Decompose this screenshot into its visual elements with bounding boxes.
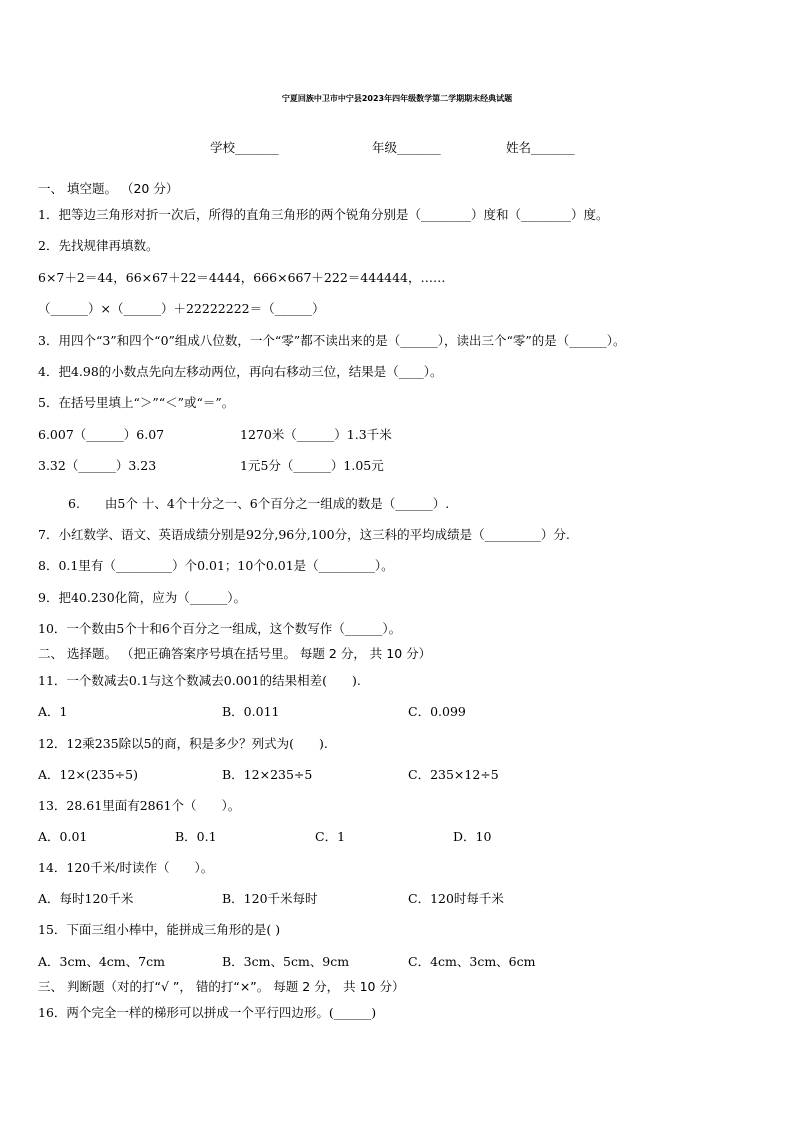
question-8: 8．0.1里有（_________）个0.01；10个0.01是（_________）。 xyxy=(38,558,394,573)
question-15-option-b: B．3cm、5cm、9cm xyxy=(222,954,350,969)
question-9: 9．把40.230化简，应为（______）。 xyxy=(38,590,246,605)
question-12-option-b: B．12×235÷5 xyxy=(222,767,313,782)
question-13-option-a: A．0.01 xyxy=(38,829,88,844)
question-11-option-a: A．1 xyxy=(38,704,68,719)
question-14: 14．120千米/时读作（ ）。 xyxy=(38,860,214,875)
question-13: 13．28.61里面有2861个（ ）。 xyxy=(38,798,241,813)
question-5a: 6.007（______）6.07 xyxy=(38,427,165,442)
question-4: 4．把4.98的小数点先向左移动两位，再向右移动三位，结果是（____）。 xyxy=(38,364,443,379)
question-13-option-c: C．1 xyxy=(315,829,346,844)
school-field[interactable]: 学校_______ xyxy=(210,140,279,155)
question-2: 2．先找规律再填数。 xyxy=(38,238,159,253)
question-2-blank: （______）×（______）＋22222222＝（______） xyxy=(38,301,325,316)
question-5: 5．在括号里填上“＞”“＜”或“＝”。 xyxy=(38,395,235,410)
question-5d: 1元5分（______）1.05元 xyxy=(240,458,384,473)
question-7: 7．小红数学、语文、英语成绩分别是92分,96分,100分，这三科的平均成绩是（_________）分. xyxy=(38,527,570,542)
question-14-option-b: B．120千米每时 xyxy=(222,891,318,906)
question-14-option-a: A．每时120千米 xyxy=(38,891,134,906)
question-13-option-d: D．10 xyxy=(453,829,492,844)
question-6: 6. 由5个 十、4个十分之一、6个百分之一组成的数是（______）. xyxy=(68,496,450,511)
question-2-pattern: 6×7＋2＝44，66×67＋22＝4444，666×667＋222＝444444，…… xyxy=(38,270,446,285)
question-12-option-a: A．12×(235÷5) xyxy=(38,767,138,782)
name-field[interactable]: 姓名_______ xyxy=(506,140,575,155)
question-12-option-c: C．235×12÷5 xyxy=(408,767,499,782)
question-11: 11．一个数减去0.1与这个数减去0.001的结果相差( ). xyxy=(38,673,361,688)
question-11-option-c: C．0.099 xyxy=(408,704,466,719)
question-1: 1．把等边三角形对折一次后，所得的直角三角形的两个锐角分别是（________）度和（________）度。 xyxy=(38,207,609,222)
question-16: 16．两个完全一样的梯形可以拼成一个平行四边形。(______) xyxy=(38,1005,377,1020)
question-11-option-b: B．0.011 xyxy=(222,704,280,719)
section-heading-choice: 二、 选择题。 （把正确答案序号填在括号里。 每题 2 分， 共 10 分） xyxy=(38,646,432,661)
question-15-option-c: C．4cm、3cm、6cm xyxy=(408,954,536,969)
question-5c: 3.32（______）3.23 xyxy=(38,458,157,473)
section-heading-fill-in: 一、 填空题。 （20 分） xyxy=(38,181,179,196)
page-title: 宁夏回族中卫市中宁县2023年四年级数学第二学期期末经典试题 xyxy=(281,94,513,103)
section-heading-judgement: 三、 判断题（对的打“√ ”， 错的打“×”。 每题 2 分， 共 10 分） xyxy=(38,979,405,994)
question-5b: 1270米（______）1.3千米 xyxy=(240,427,392,442)
question-15-option-a: A．3cm、4cm、7cm xyxy=(38,954,165,969)
question-3: 3．用四个“3”和四个“0”组成八位数，一个“零”都不读出来的是（______），读出三个“零”的是（______）。 xyxy=(38,333,626,348)
question-13-option-b: B．0.1 xyxy=(175,829,217,844)
grade-field[interactable]: 年级_______ xyxy=(372,140,441,155)
question-12: 12．12乘235除以5的商，积是多少？列式为( ). xyxy=(38,736,328,751)
question-14-option-c: C．120时每千米 xyxy=(408,891,504,906)
question-15: 15．下面三组小棒中，能拼成三角形的是( ) xyxy=(38,922,281,937)
question-10: 10．一个数由5个十和6个百分之一组成，这个数写作（______）。 xyxy=(38,621,402,636)
